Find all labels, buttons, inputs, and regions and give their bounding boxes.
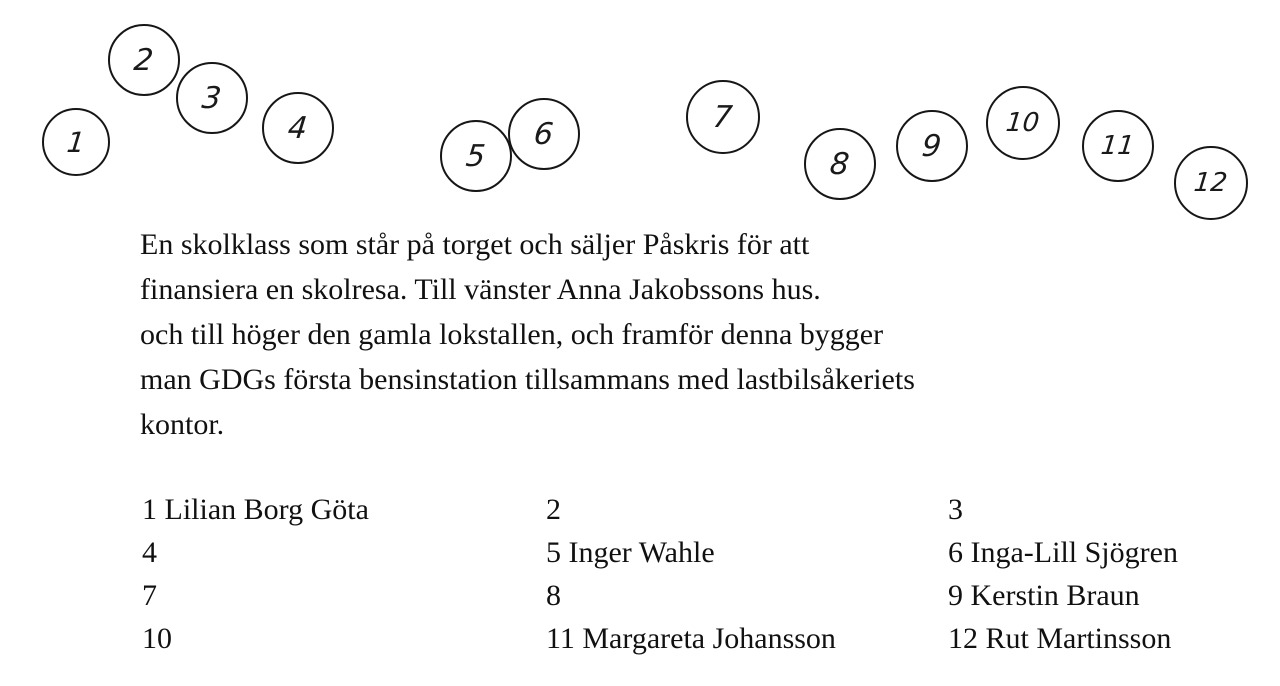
- name-entry: 12 Rut Martinsson: [948, 622, 1172, 655]
- number-label: 1: [65, 125, 87, 159]
- name-entry: 8: [546, 579, 561, 612]
- name-row: [142, 617, 1262, 660]
- number-label: 11: [1099, 131, 1137, 161]
- name-entry: 4: [142, 536, 157, 569]
- number-label: 7: [711, 99, 735, 135]
- name-entry: 5 Inger Wahle: [546, 536, 715, 569]
- number-circle-5: [440, 120, 512, 192]
- name-entry: 1 Lilian Borg Göta: [142, 493, 369, 526]
- number-circle-4: [262, 92, 334, 164]
- name-entry: 7: [142, 579, 157, 612]
- number-circle-11: [1082, 110, 1154, 182]
- number-circle-2: [108, 24, 180, 96]
- number-circle-6: [508, 98, 580, 170]
- number-label: 8: [828, 146, 852, 182]
- number-label: 2: [132, 42, 156, 78]
- name-row: [142, 488, 1262, 531]
- number-label: 4: [286, 110, 310, 146]
- number-label: 6: [532, 116, 556, 152]
- number-circle-1: [42, 108, 110, 176]
- number-label: 9: [920, 128, 944, 164]
- caption-line: man GDGs första bensinstation tillsammans med lastbilsåkeriets: [140, 363, 915, 396]
- number-circle-7: [686, 80, 760, 154]
- caption-paragraph: [140, 222, 1140, 447]
- number-label: 5: [464, 138, 488, 174]
- number-circle-12: [1174, 146, 1248, 220]
- name-entry: 10: [142, 622, 172, 655]
- caption-line: En skolklass som står på torget och säljer Påskris för att: [140, 228, 810, 261]
- name-entry: 3: [948, 493, 963, 526]
- name-entry: 6 Inga-Lill Sjögren: [948, 536, 1178, 569]
- number-label: 3: [200, 80, 224, 116]
- name-list: [142, 488, 1262, 660]
- name-entry: 11 Margareta Johansson: [546, 622, 836, 655]
- caption-line: kontor.: [140, 408, 225, 441]
- name-entry: 2: [546, 493, 561, 526]
- name-entry: 9 Kerstin Braun: [948, 579, 1140, 612]
- number-label: 12: [1192, 168, 1230, 198]
- number-circle-3: [176, 62, 248, 134]
- number-circle-9: [896, 110, 968, 182]
- number-circle-8: [804, 128, 876, 200]
- caption-line: finansiera en skolresa. Till vänster Anna Jakobssons hus.: [140, 273, 821, 306]
- name-row: [142, 574, 1262, 617]
- name-row: [142, 531, 1262, 574]
- caption-line: och till höger den gamla lokstallen, och framför denna bygger: [140, 318, 884, 351]
- number-label: 10: [1004, 108, 1042, 138]
- number-circle-10: [986, 86, 1060, 160]
